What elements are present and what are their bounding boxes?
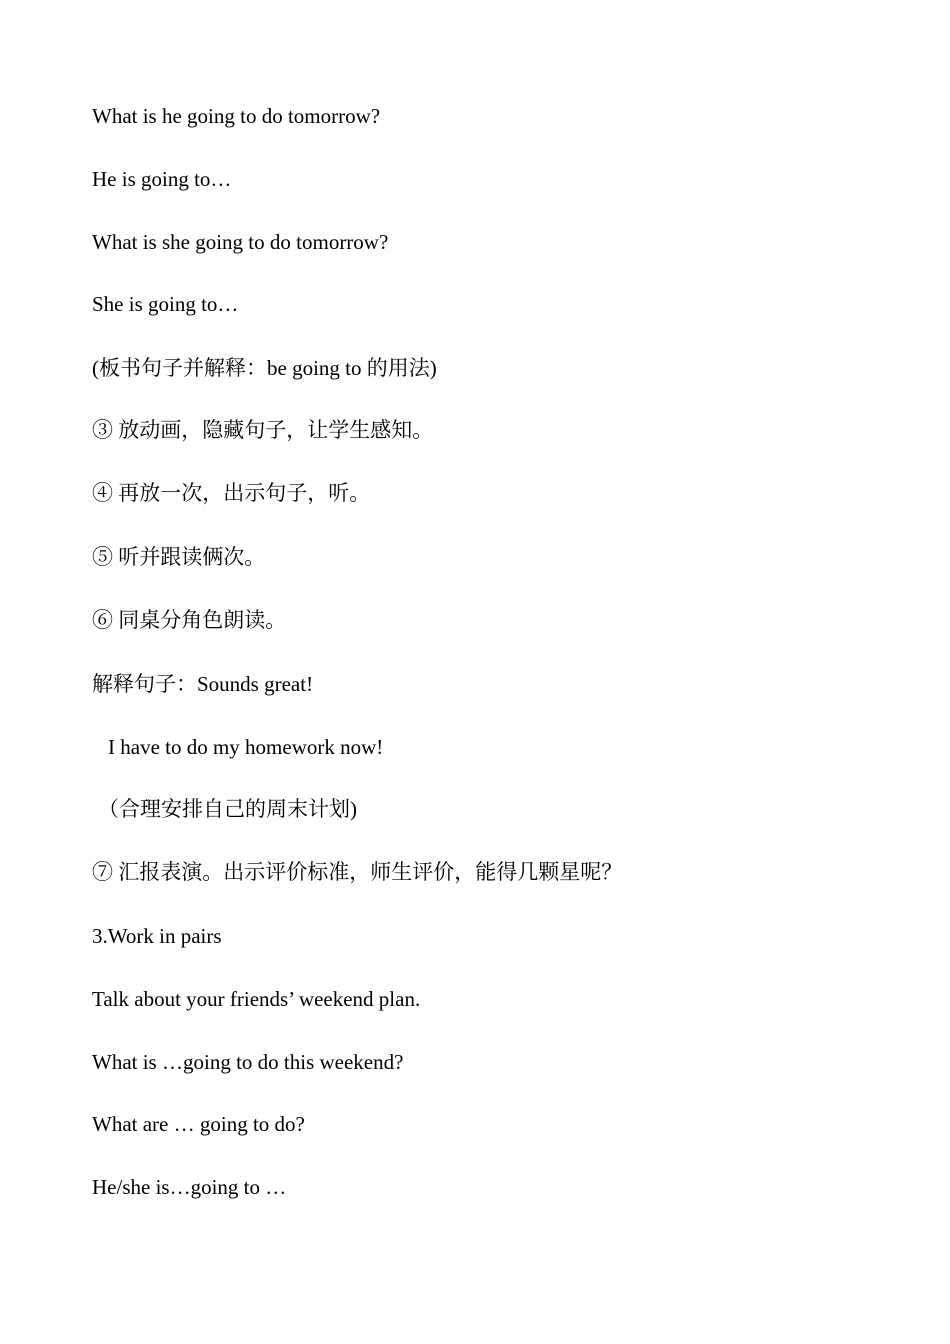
talk-about-plan: Talk about your friends’ weekend plan. [92, 987, 421, 1011]
section-work-in-pairs: 3.Work in pairs [92, 924, 222, 948]
question-what-are-going: What are … going to do? [92, 1112, 305, 1136]
step-3-animation: ③ 放动画，隐藏句子，让学生感知。 [92, 418, 434, 442]
blackboard-note: (板书句子并解释：be going to 的用法) [92, 356, 437, 380]
question-he-tomorrow: What is he going to do tomorrow? [92, 104, 381, 128]
homework-sentence: I have to do my homework now! [108, 735, 384, 759]
weekend-plan-note: （合理安排自己的周末计划) [98, 797, 357, 821]
step-6-role-reading: ⑥ 同桌分角色朗读。 [92, 608, 287, 632]
step-7-performance: ⑦ 汇报表演。出示评价标准，师生评价，能得几颗星呢？ [92, 860, 623, 884]
step-5-repeat: ⑤ 听并跟读俩次。 [92, 545, 266, 569]
question-this-weekend: What is …going to do this weekend? [92, 1050, 404, 1074]
answer-she-going-to: She is going to… [92, 292, 239, 316]
answer-he-going-to: He is going to… [92, 167, 232, 191]
explain-sentence: 解释句子：Sounds great! [92, 672, 314, 696]
answer-he-she-going: He/she is…going to … [92, 1175, 287, 1199]
step-4-replay: ④ 再放一次，出示句子，听。 [92, 481, 371, 505]
question-she-tomorrow: What is she going to do tomorrow? [92, 230, 389, 254]
